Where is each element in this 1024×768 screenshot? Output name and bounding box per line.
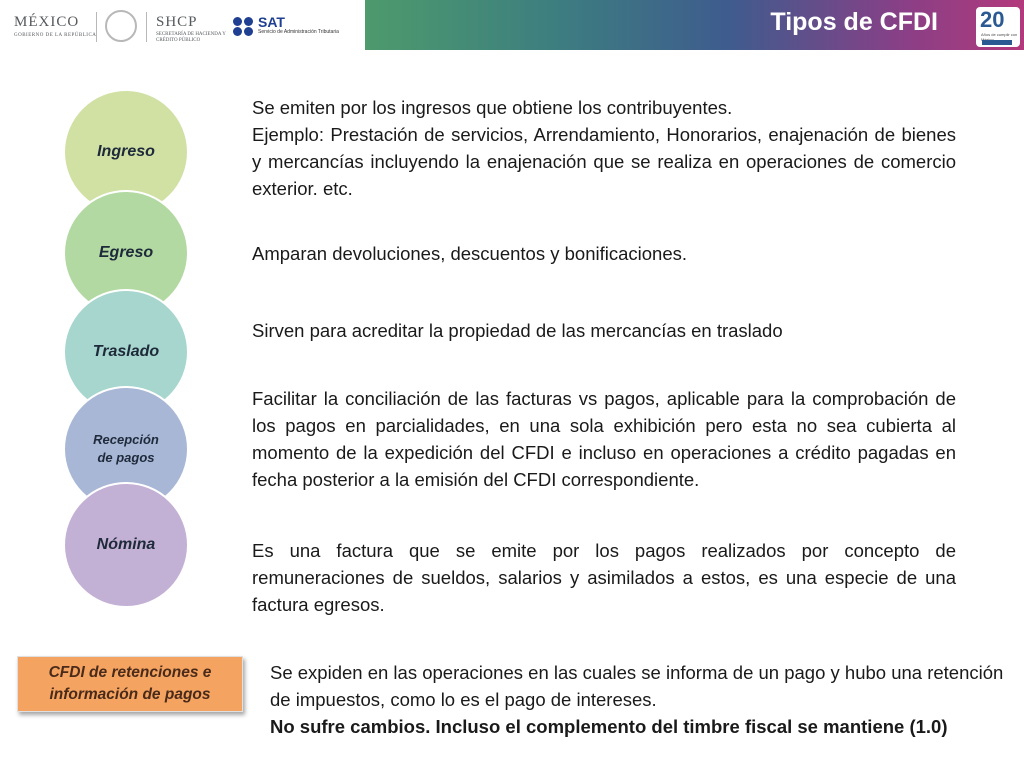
page-title: Tipos de CFDI <box>770 8 938 36</box>
description-traslado <box>252 317 956 344</box>
shcp-logo <box>156 14 226 44</box>
shcp-logo-subtext: SECRETARÍA DE HACIENDA Y CRÉDITO PÚBLICO <box>156 32 226 43</box>
description-egreso <box>252 240 956 267</box>
mexico-logo-subtext: GOBIERNO DE LA REPÚBLICA <box>14 33 97 38</box>
retenciones-box <box>17 656 243 712</box>
description-retenciones <box>270 659 1010 740</box>
logo-divider <box>146 12 147 42</box>
type-label <box>93 431 159 467</box>
anniversary-20-icon <box>976 7 1020 47</box>
type-label-line: Recepción <box>93 432 159 447</box>
retenciones-note: No sufre cambios. Incluso el complemento del timbre fiscal se mantiene (1.0) <box>270 716 948 737</box>
retenciones-label-line: información de pagos <box>49 686 211 703</box>
type-label: Egreso <box>98 244 154 261</box>
retenciones-label <box>49 662 212 706</box>
description-line: Se expiden en las operaciones en las cuales se informa de un pago y hubo una retención de impuestos, como lo es el pago de intereses. <box>270 662 1004 710</box>
sat-logo-icon <box>233 17 255 37</box>
description-ingreso <box>252 94 956 202</box>
type-label: Ingreso <box>97 143 155 160</box>
description-line: Amparan devoluciones, descuentos y bonificaciones. <box>252 243 688 264</box>
mexico-logo <box>14 14 96 38</box>
shcp-logo-text: SHCP <box>156 14 198 30</box>
description-nomina <box>252 537 956 618</box>
mexico-logo-text: MÉXICO <box>14 14 80 30</box>
sat-logo <box>258 15 339 35</box>
description-recepcion-pagos <box>252 385 956 493</box>
retenciones-label-line: CFDI de retenciones e <box>48 664 212 681</box>
description-line: Se emiten por los ingresos que obtiene los contribuyentes. <box>252 97 733 118</box>
mexico-seal-icon <box>105 10 137 42</box>
sat-logo-subtext: Servicio de Administración Tributaria <box>258 29 339 35</box>
anniversary-bar <box>982 40 1012 45</box>
logo-divider <box>96 12 97 42</box>
description-line: Sirven para acreditar la propiedad de las mercancías en traslado <box>252 320 783 341</box>
header <box>0 0 1024 50</box>
anniversary-number: 20 <box>980 7 1005 32</box>
type-label: Traslado <box>92 343 160 360</box>
sat-logo-text: SAT <box>258 14 285 30</box>
type-label: Nómina <box>96 536 156 553</box>
description-line: Facilitar la conciliación de las facturas vs pagos, aplicable para la comprobación de los pagos en parcialidades, en una sola exhibición pero esta no sea cubierta al momento de la expedición del CFDI e incluso en operaciones a crédito pagadas en fecha posterior a la emisión del CFDI correspondiente. <box>252 388 956 490</box>
type-circle-nomina <box>63 482 189 608</box>
description-line: Ejemplo: Prestación de servicios, Arrendamiento, Honorarios, enajenación de bienes y mercancías incluyendo la enajenación que se realiza en operaciones de comercio exterior. etc. <box>252 124 956 199</box>
description-line: Es una factura que se emite por los pagos realizados por concepto de remuneraciones de sueldos, salarios y asimilados a estos, es una especie de una factura egresos. <box>252 540 956 615</box>
type-label-line: de pagos <box>97 450 155 465</box>
anniversary-text: Años de cumplir con <box>981 32 1018 37</box>
